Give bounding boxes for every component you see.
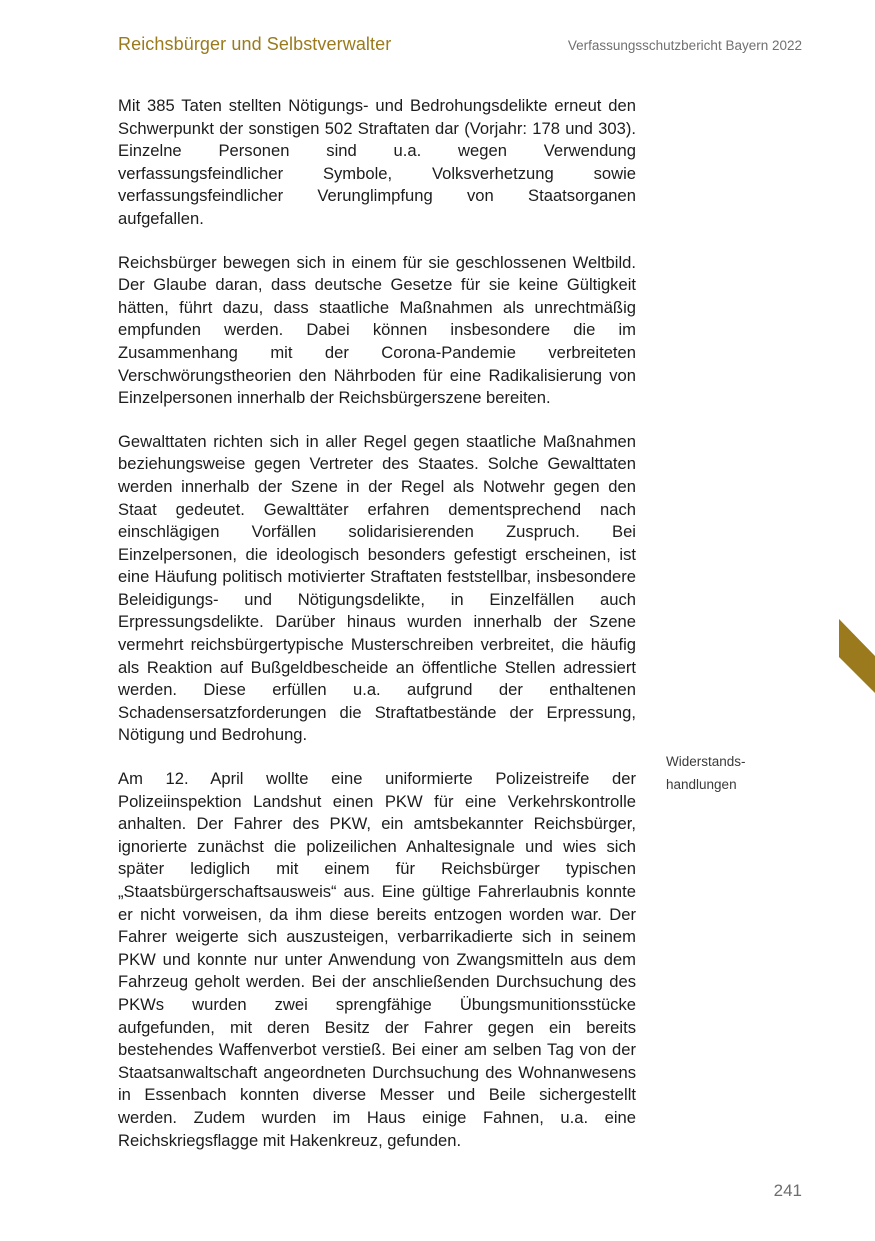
margin-note-line-2: handlungen [666, 776, 737, 792]
body-text [118, 95, 636, 1152]
chapter-edge-tab [839, 619, 875, 693]
running-head: Reichsbürger und Selbstverwalter [118, 34, 392, 54]
margin-note [666, 751, 786, 796]
page-number: 241 [773, 1181, 802, 1200]
edge-tab-shape [839, 619, 875, 693]
paragraph-2: Reichsbürger bewegen sich in einem für sie geschlossenen Weltbild. Der Glaube daran, dass deutsche Gesetze für sie keine Gültigkeit hätten, führt dazu, dass staatliche Maßnahmen als unrechtmäßig empfunden werden. Dabei können insbesondere die im Zusammenhang mit der Corona-Pandemie verbreiteten Verschwörungstheorien den Nährboden für eine Radikalisierung von Einzelpersonen innerhalb der Reichsbürgerszene bereiten. [118, 252, 636, 408]
margin-note-line-1: Widerstands- [666, 754, 746, 769]
paragraph-4: Am 12. April wollte eine uniformierte Polizeistreife der Polizeiinspektion Landshut einen PKW für eine Verkehrskontrolle anhalten. Der Fahrer des PKW, ein amtsbekannter Reichsbürger, ignorierte zunächst die polizeilichen Anhaltesignale und wies sich später lediglich mit einem für Reichsbürger typischen „Staatsbürgerschaftsausweis“ aus. Eine gültige Fahrerlaubnis konnte er nicht vorweisen, da ihm diese bereits entzogen worden war. Der Fahrer weigerte sich auszusteigen, verbarrikadierte sich in seinem PKW und konnte nur unter Anwendung von Zwangsmitteln aus dem Fahrzeug geholt werden. Bei der anschließenden Durchsuchung des PKWs wurden zwei sprengfähige Übungsmunitionsstücke aufgefunden, mit deren Besitz der Fahrer gegen ein bereits bestehendes Waffenverbot verstieß. Bei einer am selben Tag von der Staatsanwaltschaft angeordneten Durchsuchung des Wohnanwesens in Essenbach konnten diverse Messer und Beile sichergestellt werden. Zudem wurden im Haus einige Fahnen, u.a. eine Reichskriegsflagge mit Hakenkreuz, gefunden. [118, 769, 636, 1150]
paragraph-3: Gewalttaten richten sich in aller Regel gegen staatliche Maßnahmen beziehungsweise gegen Vertreter des Staates. Solche Gewalttaten werden innerhalb der Szene in der Regel als Notwehr gegen den Staat gedeutet. Gewalttäter erfahren dementsprechend nach einschlägigen Vorfällen solidarisierenden Zuspruch. Bei Einzelpersonen, die ideologisch besonders gefestigt erscheinen, ist eine Häufung politisch motivierter Straftaten feststellbar, insbesondere Beleidigungs- und Nötigungsdelikte, in Einzelfällen auch Erpressungsdelikte. Darüber hinaus wurden innerhalb der Szene vermehrt reichsbürgertypische Musterschreiben verbreitet, die häufig als Reaktion auf Bußgeldbescheide an öffentliche Stellen adressiert werden. Diese erfüllen u.a. aufgrund der enthaltenen Schadensersatzforderungen die Straftatbestände der Erpressung, Nötigung und Bedrohung. [118, 431, 636, 745]
report-title: Verfassungsschutzbericht Bayern 2022 [567, 38, 802, 53]
paragraph-1: Mit 385 Taten stellten Nötigungs- und Bedrohungsdelikte erneut den Schwerpunkt der sonstigen 502 Straftaten dar (Vorjahr: 178 und 303). Einzelne Personen sind u.a. wegen Verwendung verfassungsfeindlicher Symbole, Volksverhetzung sowie verfassungsfeindlicher Verunglimpfung von Staatsorganen aufgefallen. [118, 96, 636, 228]
